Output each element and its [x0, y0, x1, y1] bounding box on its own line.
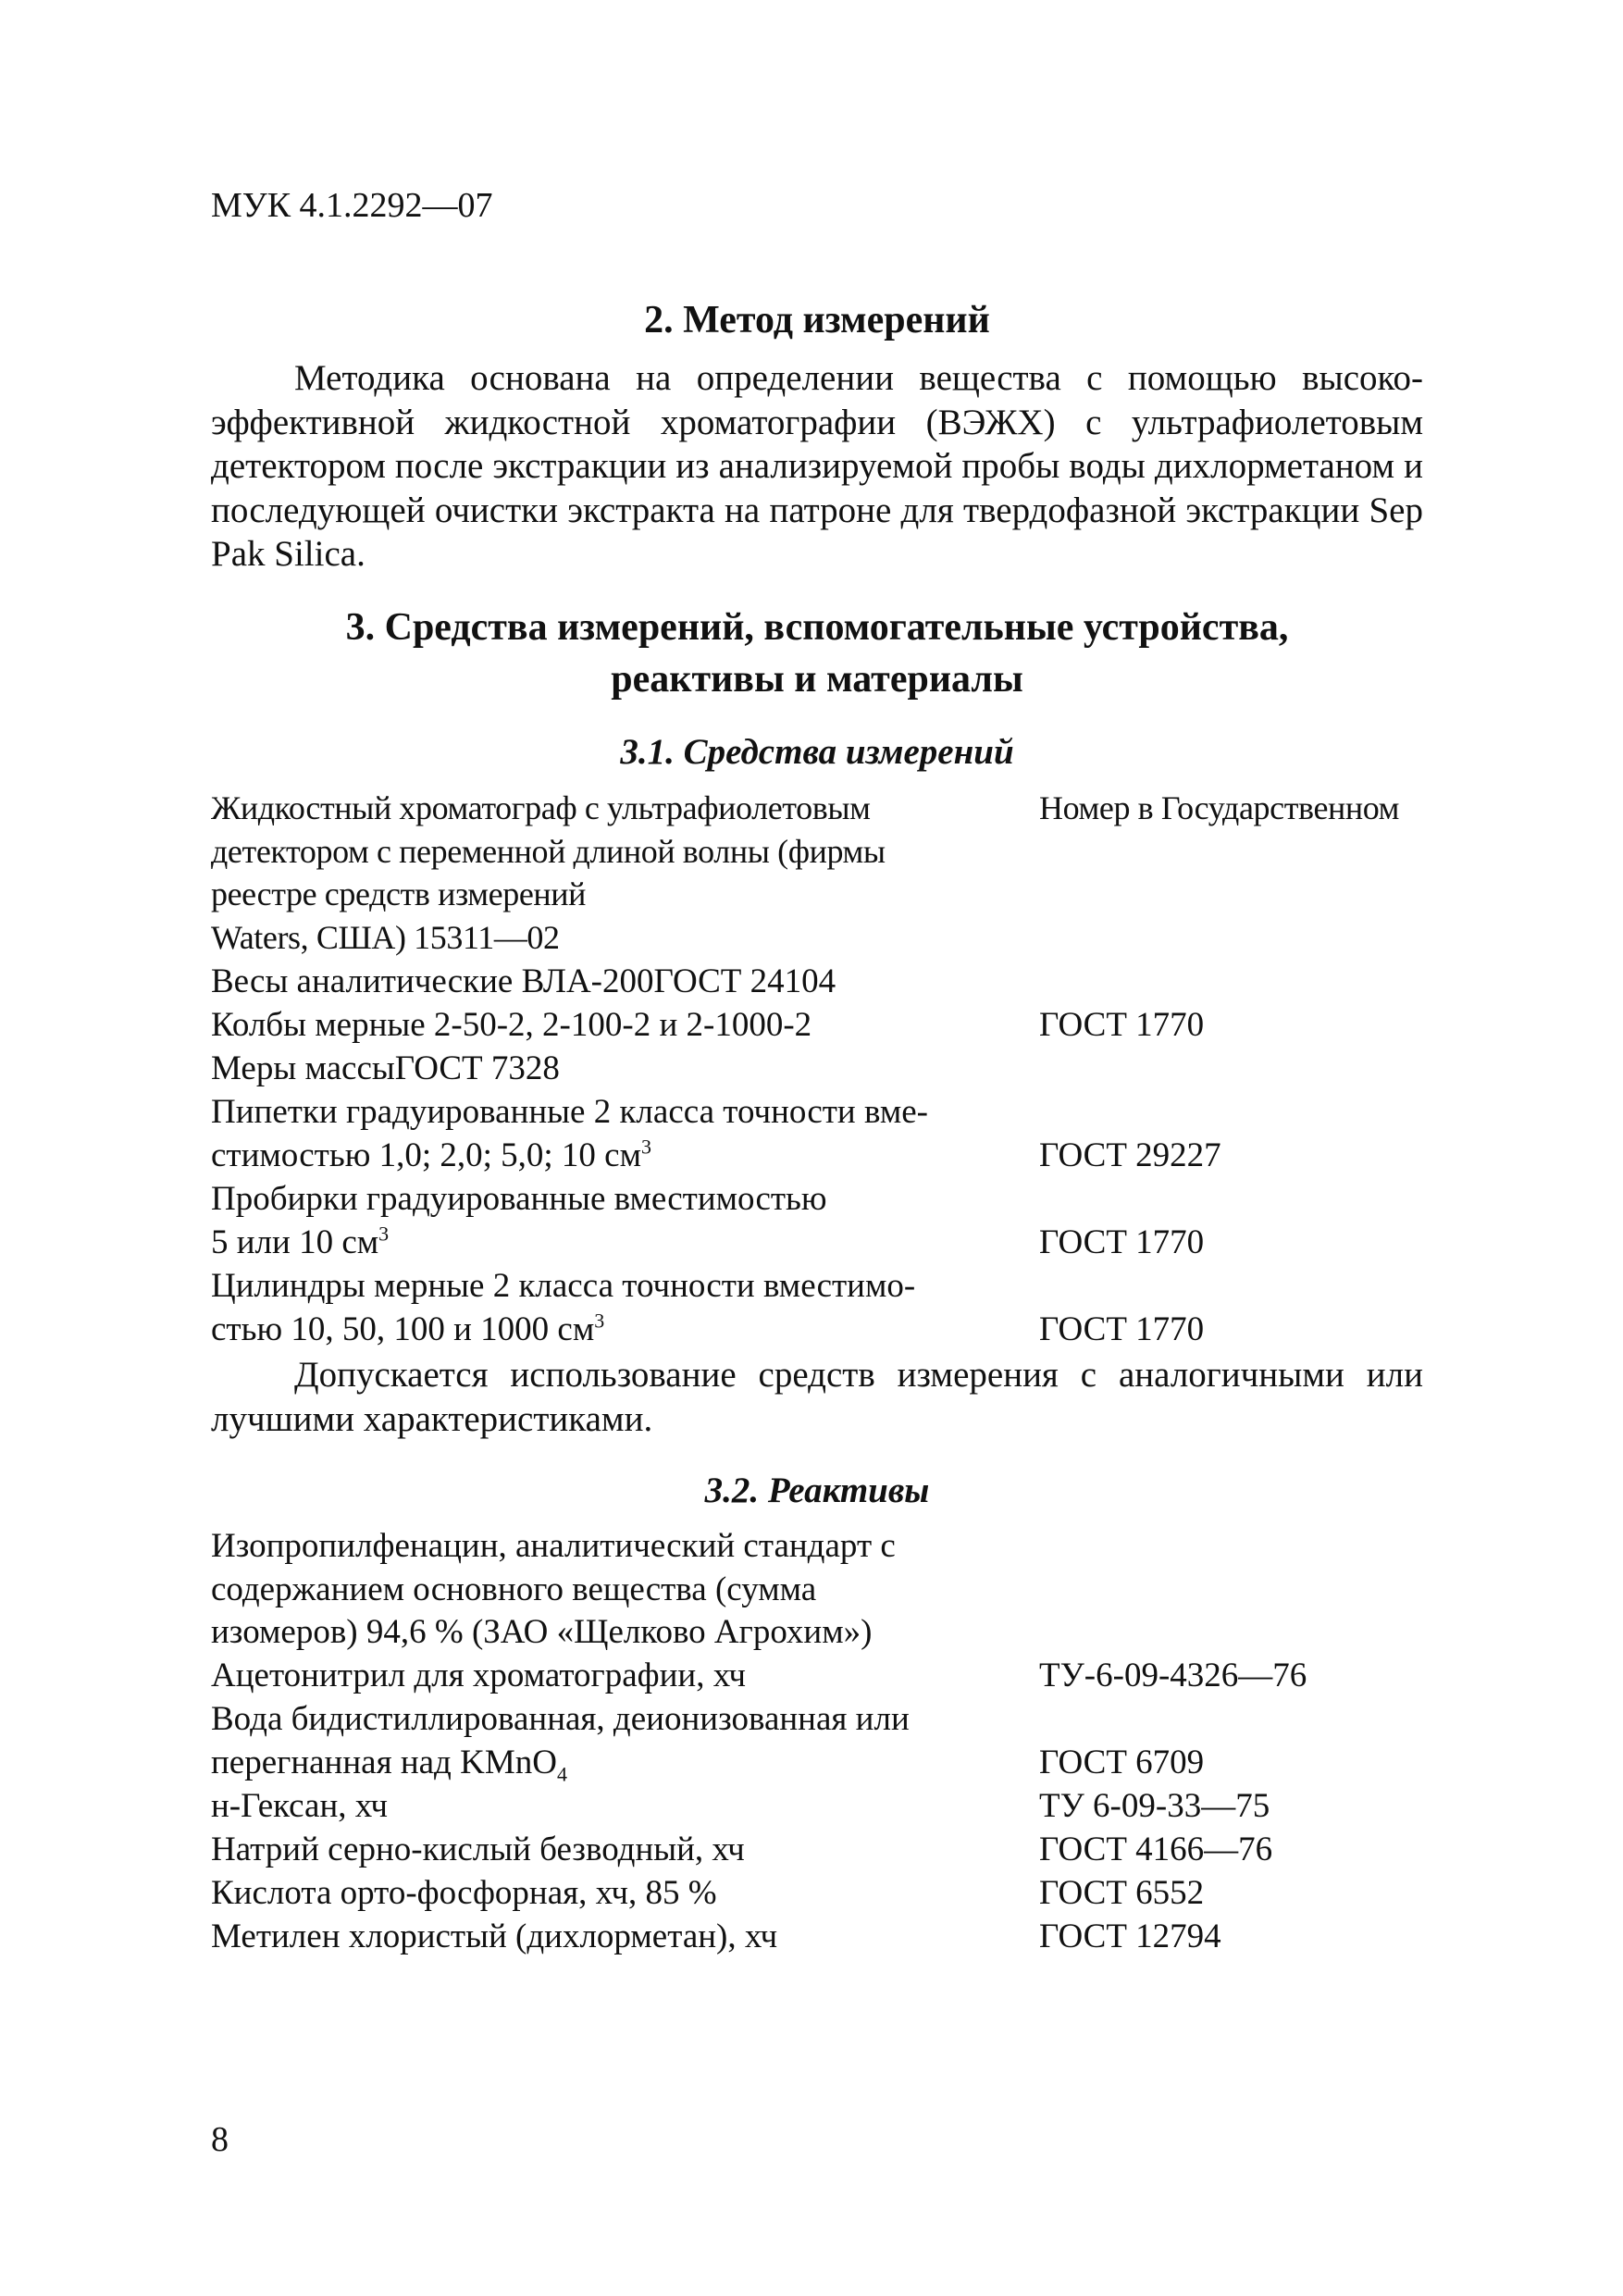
reagent-standard: ГОСТ 12794: [1039, 1917, 1221, 1955]
reagent-name-text: Вода бидистиллированная, деионизованная или перегнанная над KMnO: [211, 1700, 910, 1781]
section-3-heading-line1: 3. Средства измерений, вспомогательные устройства,: [345, 606, 1289, 649]
instrument-standard: Номер в Государственном: [1039, 789, 1400, 826]
instrument-standard: ГОСТ 1770: [1039, 1309, 1205, 1348]
instrument-name: [211, 1091, 1035, 1177]
page-number: 8: [211, 2120, 229, 2159]
reagent-standard: ГОСТ 4166—76: [1039, 1831, 1273, 1868]
instrument-name: Колбы мерные 2-50-2, 2-100-2 и 2-1000-2: [211, 1006, 812, 1044]
instrument-name: Меры массыГОСТ 7328: [211, 1049, 560, 1087]
reagent-name: [211, 1698, 1035, 1784]
reagent-name: Кислота орто-фосфорная, хч, 85 %: [211, 1874, 717, 1912]
section-3-heading-line2: реактивы и материалы: [611, 658, 1023, 701]
reagent-standard: ГОСТ 6709: [1039, 1743, 1205, 1781]
section-2-paragraph: Методика основана на определении вещества с помощью высокоэффективной жидкостной хроматографии (ВЭЖХ) с ультрафиолетовым детектором после экстракции из анализируемой пробы воды дихлорметаном и последующей очистки экстракта на патроне для твердофазной экстракции Sep Pak Silica.: [211, 358, 1423, 574]
reagent-name: Натрий серно-кислый безводный, хч: [211, 1831, 745, 1868]
instrument-standard: ГОСТ 1770: [1039, 1006, 1205, 1044]
reagent-name: Ацетонитрил для хроматографии, хч: [211, 1657, 746, 1694]
instrument-name-text: Пипетки градуированные 2 класса точности вме- стимостью 1,0; 2,0; 5,0; 10 см: [211, 1093, 928, 1174]
instrument-name-text: Пробирки градуированные вместимостью 5 или 10 см: [211, 1180, 827, 1261]
instrument-name-text: Цилиндры мерные 2 класса точности вместимо- стью 10, 50, 100 и 1000 см: [211, 1267, 916, 1348]
superscript: 3: [594, 1309, 605, 1333]
instrument-standard: ГОСТ 1770: [1039, 1222, 1205, 1261]
instrument-standard: ГОСТ 29227: [1039, 1136, 1221, 1174]
reagent-name: Метилен хлористый (дихлорметан), хч: [211, 1917, 778, 1955]
subsection-3-1-heading: 3.1. Средства измерений: [620, 732, 1014, 772]
instrument-name: Весы аналитические ВЛА-200ГОСТ 24104: [211, 962, 836, 1000]
section-3-heading: [211, 602, 1423, 705]
instruments-note: Допускается использование средств измерения с аналогичными или лучшими характеристиками.: [211, 1355, 1423, 1439]
instrument-name: [211, 1265, 1035, 1351]
subsection-3-2-heading: 3.2. Реактивы: [704, 1471, 930, 1510]
reagent-name: н-Гексан, хч: [211, 1787, 389, 1825]
reagent-standard: ГОСТ 6552: [1039, 1874, 1205, 1912]
instrument-name: Жидкостный хроматограф с ультрафиолетовым детектором с переменной длиной волны (фирмы реестре средств измерений Waters, США) 15311—02: [211, 789, 886, 956]
section-2-heading: 2. Метод измерений: [644, 299, 990, 341]
reagent-standard: ТУ 6-09-33—75: [1039, 1787, 1270, 1825]
subscript: 4: [556, 1761, 567, 1785]
reagent-name: Изопропилфенацин, аналитический стандарт с содержанием основного вещества (сумма изомеров) 94,6 % (ЗАО «Щелково Агрохим»): [211, 1527, 896, 1651]
reagent-standard: ТУ-6-09-4326—76: [1039, 1657, 1307, 1694]
superscript: 3: [378, 1222, 390, 1246]
running-header: МУК 4.1.2292—07: [211, 186, 493, 225]
superscript: 3: [641, 1135, 652, 1159]
instrument-name: [211, 1178, 1035, 1264]
